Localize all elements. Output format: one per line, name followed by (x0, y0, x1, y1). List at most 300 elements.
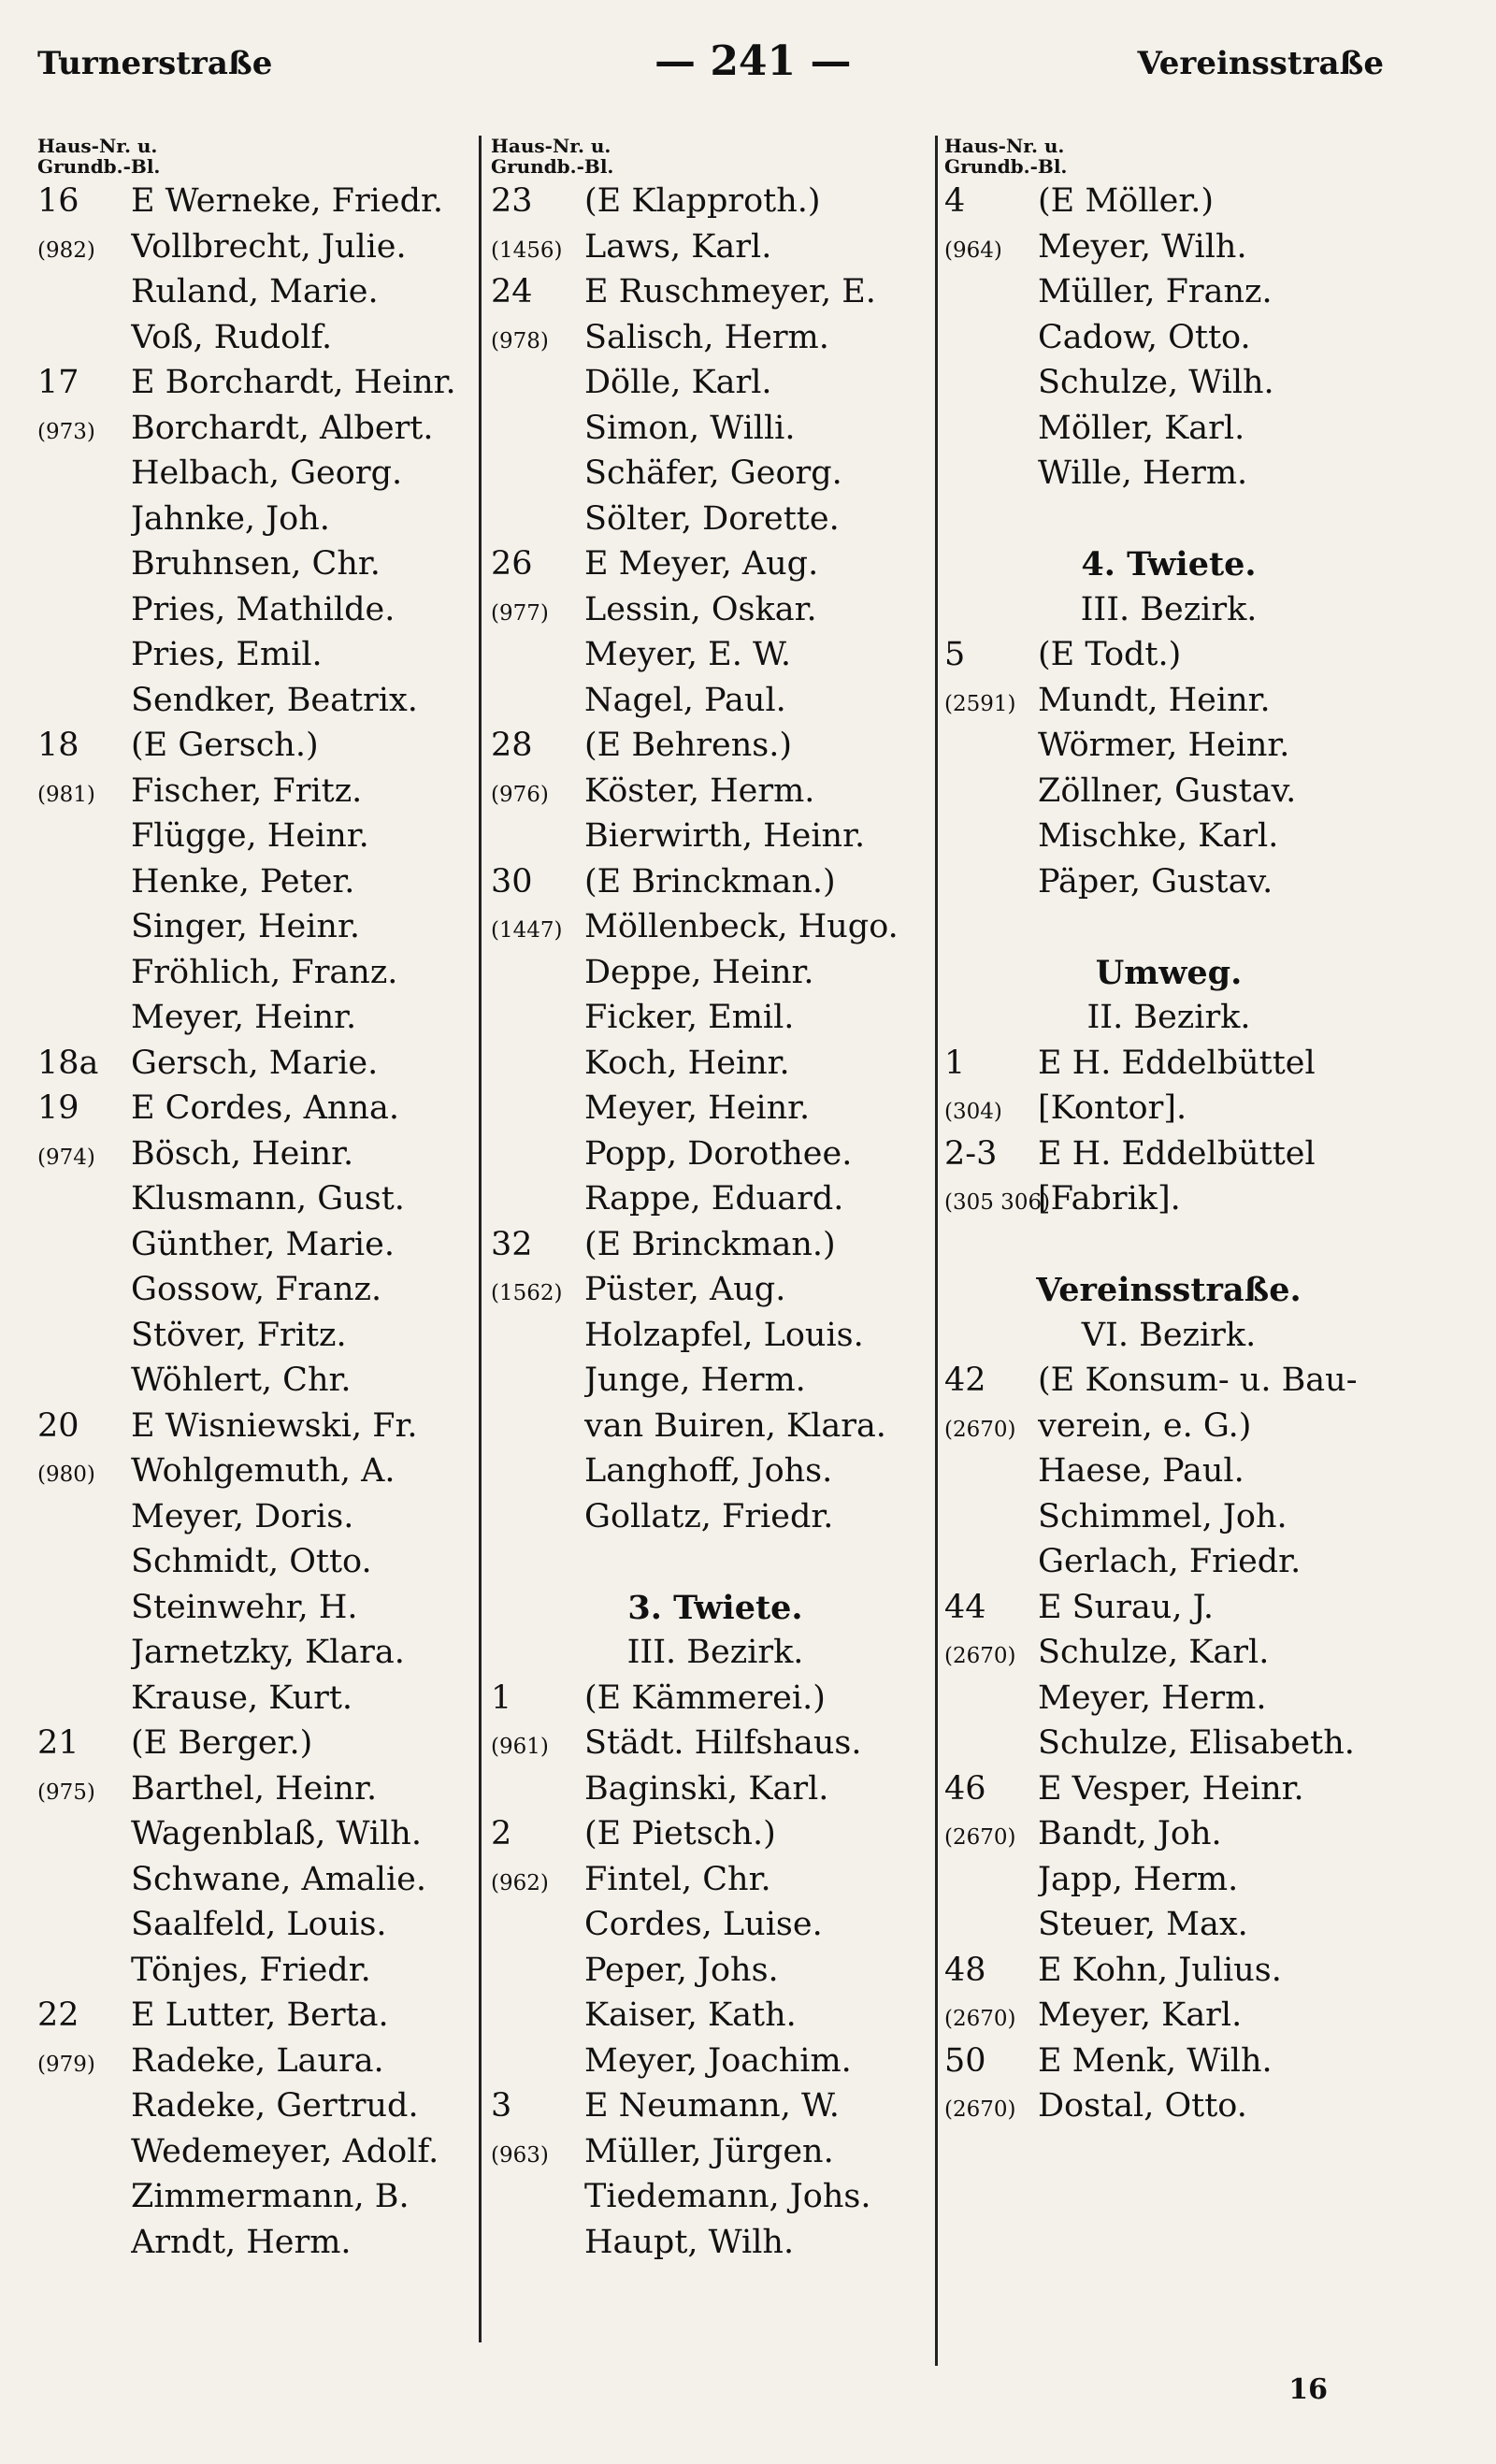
directory-entry (944, 817, 1393, 863)
house-number: 1 (491, 1679, 512, 1717)
directory-entry (491, 1135, 940, 1181)
directory-entry (944, 2042, 1393, 2088)
resident-name: Meyer, Herm. (1038, 1679, 1267, 1717)
house-number: 48 (944, 1951, 986, 1989)
house-number: 1 (944, 1044, 966, 1082)
column-header (944, 136, 1393, 182)
resident-name: Tiedemann, Johs. (584, 2178, 871, 2215)
directory-entry (37, 1135, 486, 1181)
directory-entry (944, 364, 1393, 410)
resident-name: (E Pietsch.) (584, 1815, 776, 1852)
resident-name: Wedemeyer, Adolf. (131, 2132, 439, 2170)
directory-entry (491, 1770, 940, 1816)
house-number: 3 (491, 2087, 512, 2125)
directory-entry (491, 410, 940, 455)
directory-entry (37, 1045, 486, 1090)
resident-name: Günther, Marie. (131, 1225, 395, 1263)
resident-name: (E Brinckman.) (584, 1225, 836, 1263)
resident-name: Junge, Herm. (584, 1362, 806, 1399)
directory-entry (944, 1815, 1393, 1861)
directory-entry (37, 1861, 486, 1907)
register-number: (2670) (944, 1417, 1016, 1442)
directory-entry (37, 591, 486, 637)
register-number: (1447) (491, 918, 563, 943)
directory-entry (37, 273, 486, 319)
resident-name: Sölter, Dorette. (584, 499, 840, 538)
register-number: (961) (491, 1735, 549, 1759)
resident-name: E Vesper, Heinr. (1038, 1769, 1304, 1808)
directory-entry (37, 1543, 486, 1589)
resident-name: Mundt, Heinr. (1038, 681, 1271, 719)
house-number: 5 (944, 636, 966, 673)
directory-entry (944, 2087, 1393, 2133)
directory-entry (491, 1724, 940, 1770)
directory-entry (491, 454, 940, 500)
directory-entry (491, 863, 940, 909)
resident-name: Krause, Kurt. (131, 1679, 353, 1717)
district-heading: VI. Bezirk. (1081, 1316, 1257, 1354)
resident-name: Langhoff, Johs. (584, 1452, 833, 1490)
directory-entry (37, 1362, 486, 1407)
directory-entry (944, 454, 1393, 500)
resident-name: (E Möller.) (1038, 182, 1215, 220)
resident-name: E Neumann, W. (584, 2087, 840, 2125)
directory-entry (944, 1180, 1393, 1226)
directory-entry (944, 1407, 1393, 1453)
directory-entry (944, 727, 1393, 772)
house-number: 44 (944, 1588, 986, 1626)
directory-entry (491, 500, 940, 546)
column-3 (944, 136, 1393, 2133)
directory-entry (944, 1543, 1393, 1589)
directory-entry (37, 908, 486, 954)
resident-name: Köster, Herm. (584, 771, 815, 810)
resident-name: Jahnke, Joh. (131, 499, 330, 538)
resident-name: Schimmel, Joh. (1038, 1497, 1287, 1535)
house-number: 46 (944, 1769, 986, 1808)
resident-name: Stöver, Fritz. (131, 1316, 347, 1354)
house-number: 18 (37, 727, 79, 764)
resident-name: E Werneke, Friedr. (131, 182, 444, 220)
resident-name: Möller, Karl. (1038, 409, 1245, 447)
directory-entry (491, 1317, 940, 1362)
directory-entry (37, 1906, 486, 1952)
directory-entry (491, 1861, 940, 1907)
register-number: (978) (491, 328, 549, 353)
resident-name: Meyer, E. W. (584, 636, 791, 673)
resident-name: (E Behrens.) (584, 727, 793, 764)
running-head-right: Vereinsstraße (1137, 45, 1384, 82)
resident-name: E Meyer, Aug. (584, 545, 819, 583)
directory-entry (37, 182, 486, 228)
register-number: (974) (37, 1145, 95, 1170)
resident-name: Klusmann, Gust. (131, 1180, 405, 1218)
resident-name: Lessin, Oskar. (584, 590, 817, 628)
directory-entry (491, 364, 940, 410)
resident-name: (E Klapproth.) (584, 182, 821, 220)
directory-entry (491, 817, 940, 863)
directory-entry (37, 2133, 486, 2179)
directory-entry (491, 954, 940, 1000)
spacer (491, 1543, 940, 1589)
resident-name: Henke, Peter. (131, 862, 355, 901)
resident-name: Fröhlich, Franz. (131, 953, 398, 991)
directory-entry (944, 1498, 1393, 1544)
directory-entry (491, 1089, 940, 1135)
resident-name: Vollbrecht, Julie. (131, 227, 407, 266)
district-heading: II. Bezirk. (1086, 999, 1251, 1036)
resident-name: Meyer, Doris. (131, 1497, 354, 1535)
resident-name: Wörmer, Heinr. (1038, 727, 1290, 764)
resident-name: Flügge, Heinr. (131, 817, 369, 855)
directory-entry (491, 727, 940, 772)
directory-entry (944, 1952, 1393, 1997)
register-number: (305 306) (944, 1190, 1051, 1215)
resident-name: Japp, Herm. (1038, 1860, 1239, 1898)
district-heading: III. Bezirk. (626, 1634, 804, 1671)
resident-name: Meyer, Joachim. (584, 2041, 852, 2080)
register-number: (973) (37, 419, 95, 444)
house-number: 28 (491, 727, 533, 764)
directory-entry (491, 1407, 940, 1453)
directory-entry (491, 1952, 940, 1997)
directory-entry (491, 1498, 940, 1544)
directory-entry (37, 1226, 486, 1272)
resident-name: Cordes, Luise. (584, 1906, 823, 1943)
resident-name: Radeke, Gertrud. (131, 2087, 419, 2125)
resident-name: Tönjes, Friedr. (131, 1951, 371, 1989)
resident-name: [Fabrik]. (1038, 1180, 1181, 1218)
resident-name: Schulze, Karl. (1038, 1634, 1270, 1671)
directory-entry (37, 1317, 486, 1362)
resident-name: (E Berger.) (131, 1724, 313, 1762)
resident-name: Singer, Heinr. (131, 908, 360, 945)
column-header-line-1: Haus-Nr. u. (491, 135, 611, 157)
column-header (37, 136, 486, 182)
directory-entry (37, 1089, 486, 1135)
resident-name: Mischke, Karl. (1038, 817, 1279, 855)
register-number: (977) (491, 600, 549, 626)
resident-name: Bandt, Joh. (1038, 1815, 1222, 1852)
directory-entry (37, 364, 486, 410)
resident-name: Meyer, Wilh. (1038, 227, 1247, 266)
directory-entry (944, 182, 1393, 228)
directory-entry (37, 954, 486, 1000)
resident-name: Simon, Willi. (584, 409, 796, 447)
directory-entry (37, 1996, 486, 2042)
directory-entry (944, 1589, 1393, 1635)
register-number: (1562) (491, 1281, 563, 1305)
directory-entry (37, 1407, 486, 1453)
directory-entry (37, 2178, 486, 2224)
register-number: (2591) (944, 691, 1016, 716)
directory-entry (944, 1089, 1393, 1135)
resident-name: Nagel, Paul. (584, 681, 786, 719)
directory-entry (37, 1498, 486, 1544)
directory-entry (37, 500, 486, 546)
directory-entry (37, 999, 486, 1045)
directory-entry (944, 1724, 1393, 1770)
directory-entry (37, 1724, 486, 1770)
register-number: (976) (491, 782, 549, 807)
register-number: (982) (37, 238, 95, 263)
directory-entry (491, 182, 940, 228)
house-number: 30 (491, 862, 533, 901)
register-number: (2670) (944, 2097, 1016, 2122)
directory-entry (491, 591, 940, 637)
directory-entry (491, 1815, 940, 1861)
resident-name: (E Kämmerei.) (584, 1679, 826, 1717)
resident-name: E Borchardt, Heinr. (131, 364, 456, 401)
directory-entry (37, 1634, 486, 1679)
resident-name: Wöhlert, Chr. (131, 1362, 352, 1399)
directory-entry (37, 1180, 486, 1226)
resident-name: (E Konsum- u. Bau- (1038, 1362, 1358, 1399)
directory-entry (491, 1996, 940, 2042)
directory-entry (491, 1362, 940, 1407)
house-number: 2-3 (944, 1134, 998, 1173)
directory-entry (37, 2042, 486, 2088)
resident-name: verein, e. G.) (1038, 1406, 1252, 1445)
register-number: (963) (491, 2142, 549, 2168)
house-number: 24 (491, 273, 533, 310)
register-number: (981) (37, 782, 95, 807)
directory-entry (944, 1996, 1393, 2042)
page-number: — 241 — (654, 37, 852, 85)
resident-name: E H. Eddelbüttel (1038, 1044, 1316, 1082)
spacer (944, 1226, 1393, 1272)
resident-name: Dölle, Karl. (584, 364, 772, 401)
resident-name: Ficker, Emil. (584, 999, 795, 1036)
resident-name: Püster, Aug. (584, 1271, 786, 1308)
directory-entry (491, 228, 940, 274)
directory-entry (944, 636, 1393, 682)
register-number: (2670) (944, 2007, 1016, 2031)
directory-entry (37, 636, 486, 682)
directory-entry (37, 1815, 486, 1861)
street-heading: 3. Twiete. (627, 1588, 803, 1627)
resident-name: Wohlgemuth, A. (131, 1452, 396, 1490)
spacer (944, 500, 1393, 546)
resident-name: Gersch, Marie. (131, 1044, 379, 1082)
resident-name: Voß, Rudolf. (131, 318, 333, 356)
directory-entry (37, 1952, 486, 1997)
resident-name: Bruhnsen, Chr. (131, 545, 381, 583)
resident-name: E Kohn, Julius. (1038, 1951, 1282, 1989)
entries-list (944, 182, 1393, 2133)
resident-name: Steuer, Max. (1038, 1906, 1248, 1943)
column-2 (491, 136, 940, 2269)
directory-entry (491, 1906, 940, 1952)
directory-entry (944, 682, 1393, 728)
directory-entry (944, 228, 1393, 274)
resident-name: Koch, Heinr. (584, 1044, 790, 1082)
directory-entry (37, 1452, 486, 1498)
resident-name: Arndt, Herm. (131, 2223, 352, 2261)
resident-name: Päper, Gustav. (1038, 862, 1273, 901)
resident-name: Zimmermann, B. (131, 2178, 410, 2215)
directory-entry (491, 2087, 940, 2133)
directory-entry (491, 2178, 940, 2224)
resident-name: Laws, Karl. (584, 227, 772, 266)
resident-name: Dostal, Otto. (1038, 2087, 1247, 2125)
directory-entry (944, 1906, 1393, 1952)
column-header-line-2: Grundb.-Bl. (944, 155, 1068, 178)
directory-entry (491, 636, 940, 682)
house-number: 17 (37, 364, 79, 401)
column-header-line-2: Grundb.-Bl. (37, 155, 161, 178)
register-number: (304) (944, 1100, 1002, 1124)
printer-signature: 16 (1288, 2373, 1328, 2406)
resident-name: Radeke, Laura. (131, 2041, 384, 2080)
register-number: (964) (944, 238, 1002, 263)
resident-name: Müller, Franz. (1038, 273, 1273, 310)
resident-name: E Wisniewski, Fr. (131, 1406, 418, 1445)
directory-entry (491, 772, 940, 818)
resident-name: Haupt, Wilh. (584, 2223, 795, 2261)
house-number: 19 (37, 1089, 79, 1127)
resident-name: E Lutter, Berta. (131, 1996, 389, 2034)
house-number: 50 (944, 2041, 986, 2080)
directory-entry (37, 817, 486, 863)
directory-entry (944, 1135, 1393, 1181)
column-header-line-1: Haus-Nr. u. (37, 135, 158, 157)
house-number: 21 (37, 1724, 79, 1762)
resident-name: Schwane, Amalie. (131, 1860, 427, 1898)
resident-name: Jarnetzky, Klara. (131, 1634, 405, 1671)
resident-name: Gollatz, Friedr. (584, 1497, 834, 1535)
resident-name: Fischer, Fritz. (131, 771, 363, 810)
register-number: (962) (491, 1870, 549, 1895)
resident-name: Fintel, Chr. (584, 1860, 771, 1898)
register-number: (2670) (944, 1825, 1016, 1850)
resident-name: E Ruschmeyer, E. (584, 273, 876, 310)
resident-name: Städt. Hilfshaus. (584, 1724, 862, 1762)
street-heading: Umweg. (1095, 953, 1243, 992)
column-header-line-1: Haus-Nr. u. (944, 135, 1065, 157)
resident-name: Haese, Paul. (1038, 1452, 1244, 1490)
directory-entry (491, 1271, 940, 1317)
directory-entry (491, 2224, 940, 2269)
resident-name: Peper, Johs. (584, 1951, 779, 1989)
directory-entry (37, 2087, 486, 2133)
directory-entry (37, 682, 486, 728)
resident-name: Ruland, Marie. (131, 273, 379, 310)
directory-entry (944, 1679, 1393, 1725)
resident-name: Holzapfel, Louis. (584, 1316, 864, 1354)
entries-list (491, 182, 940, 2269)
resident-name: Meyer, Karl. (1038, 1996, 1243, 2034)
resident-name: Gerlach, Friedr. (1038, 1543, 1302, 1580)
directory-entry (944, 1861, 1393, 1907)
house-number: 18a (37, 1044, 99, 1082)
resident-name: E Surau, J. (1038, 1588, 1215, 1626)
directory-entry (491, 1180, 940, 1226)
resident-name: Schulze, Wilh. (1038, 364, 1274, 401)
resident-name: Deppe, Heinr. (584, 953, 814, 991)
directory-entry (944, 1770, 1393, 1816)
resident-name: Pries, Emil. (131, 636, 323, 673)
street-heading: 4. Twiete. (1081, 545, 1257, 584)
spacer (944, 908, 1393, 954)
resident-name: Popp, Dorothee. (584, 1134, 853, 1173)
column-1 (37, 136, 486, 2269)
directory-entry (37, 727, 486, 772)
column-header (491, 136, 940, 182)
directory-entry (37, 545, 486, 591)
directory-entry (944, 1452, 1393, 1498)
directory-entry (37, 454, 486, 500)
directory-entry (37, 1770, 486, 1816)
resident-name: Möllenbeck, Hugo. (584, 908, 899, 945)
resident-name: Gossow, Franz. (131, 1271, 382, 1308)
directory-entry (491, 1226, 940, 1272)
resident-name: (E Brinckman.) (584, 862, 836, 901)
resident-name: E H. Eddelbüttel (1038, 1134, 1316, 1173)
house-number: 16 (37, 182, 79, 220)
resident-name: Meyer, Heinr. (131, 999, 357, 1036)
directory-entry (944, 863, 1393, 909)
directory-entry (944, 1634, 1393, 1679)
resident-name: Borchardt, Albert. (131, 409, 434, 447)
directory-entry (944, 319, 1393, 365)
resident-name: Schäfer, Georg. (584, 454, 842, 492)
register-number: (979) (37, 2052, 95, 2077)
directory-entry (37, 1271, 486, 1317)
directory-entry (491, 1045, 940, 1090)
resident-name: Schmidt, Otto. (131, 1543, 372, 1580)
house-number: 32 (491, 1225, 533, 1263)
register-number: (1456) (491, 238, 563, 263)
directory-entry (491, 1679, 940, 1725)
resident-name: Cadow, Otto. (1038, 318, 1251, 356)
directory-entry (491, 999, 940, 1045)
directory-entry (491, 682, 940, 728)
resident-name: Kaiser, Kath. (584, 1996, 797, 2034)
directory-entry (491, 545, 940, 591)
resident-name: E Cordes, Anna. (131, 1089, 399, 1127)
resident-name: (E Todt.) (1038, 636, 1182, 673)
directory-entry (944, 410, 1393, 455)
resident-name: Barthel, Heinr. (131, 1769, 378, 1808)
resident-name: Wille, Herm. (1038, 454, 1248, 492)
resident-name: Müller, Jürgen. (584, 2132, 834, 2170)
directory-entry (491, 319, 940, 365)
directory-entry (37, 1589, 486, 1635)
directory-entry (491, 2133, 940, 2179)
house-number: 42 (944, 1362, 986, 1399)
resident-name: Pries, Mathilde. (131, 590, 396, 628)
directory-entry (491, 908, 940, 954)
directory-entry (37, 228, 486, 274)
resident-name: Saalfeld, Louis. (131, 1906, 387, 1943)
register-number: (2670) (944, 1644, 1016, 1668)
resident-name: E Menk, Wilh. (1038, 2041, 1273, 2080)
house-number: 20 (37, 1406, 79, 1445)
running-head-left: Turnerstraße (37, 45, 273, 82)
resident-name: Bösch, Heinr. (131, 1134, 354, 1173)
house-number: 23 (491, 182, 533, 220)
directory-entry (37, 863, 486, 909)
column-header-line-2: Grundb.-Bl. (491, 155, 614, 178)
directory-entry (491, 2042, 940, 2088)
directory-entry (944, 1045, 1393, 1090)
resident-name: van Buiren, Klara. (584, 1406, 886, 1445)
resident-name: Baginski, Karl. (584, 1769, 829, 1808)
house-number: 4 (944, 182, 966, 220)
resident-name: (E Gersch.) (131, 727, 319, 764)
directory-entry (37, 410, 486, 455)
